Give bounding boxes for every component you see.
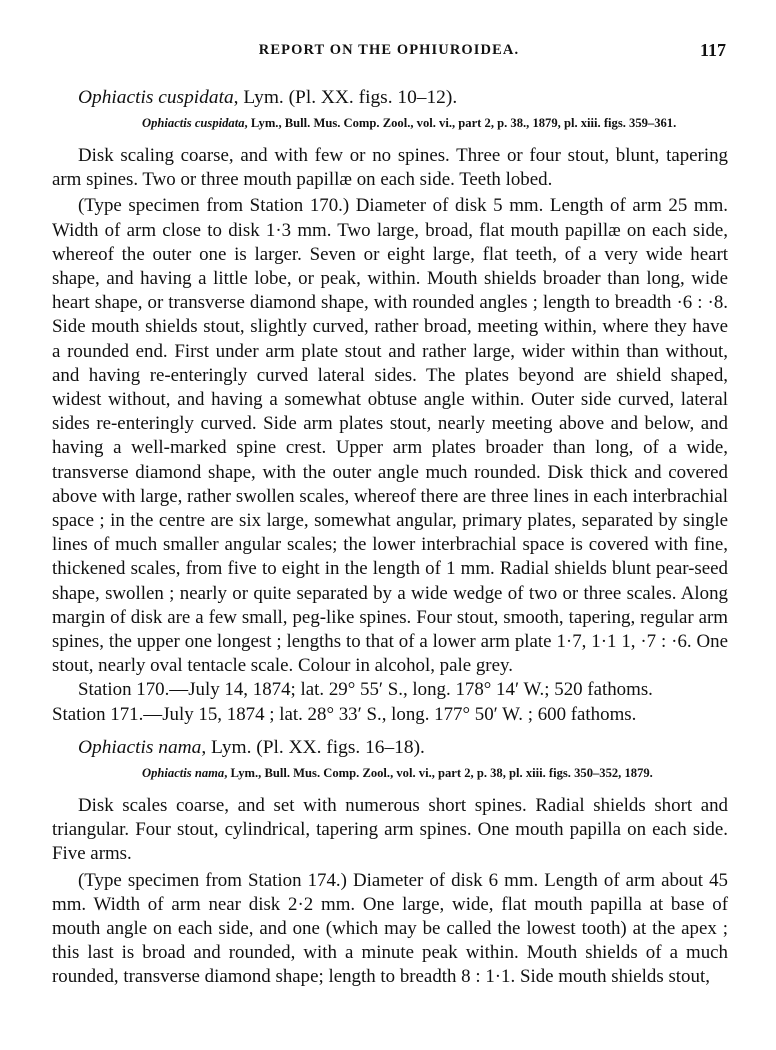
page-header (52, 42, 726, 66)
species-entry-ophiactis-nama (52, 734, 728, 990)
species-summary: Disk scales coarse, and set with numerous short spines. Radial shields short and triangular. Four stout, cylindrical, tapering arm spines. One mouth papilla on each side. Five arms. (52, 795, 728, 865)
reference-citation: , Lym., Bull. Mus. Comp. Zool., vol. vi., part 2, p. 38., 1879, pl. xiii. figs. 359–361. (244, 116, 677, 130)
reference-citation: , Lym., Bull. Mus. Comp. Zool., vol. vi., part 2, p. 38, pl. xiii. figs. 350–352, 1879. (224, 766, 653, 780)
species-summary: Disk scaling coarse, and with few or no spines. Three or four stout, blunt, tapering arm spines. Two or three mouth papillæ on each side. Teeth lobed. (52, 145, 728, 191)
species-heading (78, 734, 728, 761)
species-plate-ref: , Lym. (Pl. XX. figs. 16–18). (201, 737, 425, 758)
species-description: (Type specimen from Station 174.) Diameter of disk 6 mm. Length of arm about 45 mm. Width of arm near disk 2·2 mm. One large, wide, flat mouth papilla at base of mouth angle on each side, and one (which may be called the lowest tooth) at the apex ; this last is broad and rounded, with a minute peak within. Mouth shields of a much rounded, transverse diamond shape; length to breadth 8 : 1·1. Side mouth shields stout, (52, 869, 728, 988)
running-title: REPORT ON THE OPHIUROIDEA. (258, 42, 520, 58)
species-name: Ophiactis cuspidata (78, 87, 234, 108)
station-record: Station 170.—July 14, 1874; lat. 29° 55′ S., long. 178° 14′ W.; 520 fathoms. (78, 679, 653, 701)
reference-species-name: Ophiactis nama (142, 766, 225, 780)
reference-species-name: Ophiactis cuspidata (142, 116, 245, 130)
bibliographic-reference (142, 764, 728, 782)
species-name: Ophiactis nama (78, 737, 202, 758)
species-plate-ref: , Lym. (Pl. XX. figs. 10–12). (233, 87, 458, 108)
species-description: (Type specimen from Station 170.) Diameter of disk 5 mm. Length of arm 25 mm. Width of arm close to disk 1·3 mm. Two large, broad, flat mouth papillæ on each side, whereof the outer one is larger. Seven or eight large, flat teeth, of a very wide heart shape, and having a little lobe, or peak, within. Mouth shields broader than long, wide heart shape, or transverse diamond shape, with rounded angles ; length to breadth ·6 : ·8. Side mouth shields stout, slightly curved, rather broad, meeting within, where they have a rounded end. First under arm plate stout and rather large, wider within than without, and having re-enteringly curved lateral sides. The plates beyond are shield shaped, widest without, and having a somewhat obtuse angle within. Outer side curved, lateral sides re-enteringly curved. Side arm plates stout, nearly meeting above and below, and having a well-marked spine crest. Upper arm plates broader than long, of a wide, transverse diamond shape, with the outer angle much rounded. Disk thick and covered above with large, rather swollen scales, whereof there are three lines in each interbrachial space ; in the centre are six large, somewhat angular, primary plates, separated by single lines of much smaller angular scales; the lower interbrachial space is covered with fine, thickened scales, from five to eight in the length of 1 mm. Radial shields blunt pear-seed shape, swollen ; nearly or quite separated by a wide wedge of two or three scales. Along margin of disk are a few small, peg-like spines. Four stout, smooth, tapering, regular arm spines, the upper one longest ; lengths to that of a lower arm plate 1·7, 1·1 1, ·7 : ·6. One stout, nearly oval tentacle scale. Colour in alcohol, pale grey. (52, 195, 728, 677)
species-entry-ophiactis-cuspidata (52, 84, 728, 727)
bibliographic-reference (142, 114, 728, 132)
page-number: 117 (699, 40, 726, 60)
species-heading (78, 84, 728, 111)
station-record: Station 171.—July 15, 1874 ; lat. 28° 33′ S., long. 177° 50′ W. ; 600 fathoms. (52, 703, 637, 725)
